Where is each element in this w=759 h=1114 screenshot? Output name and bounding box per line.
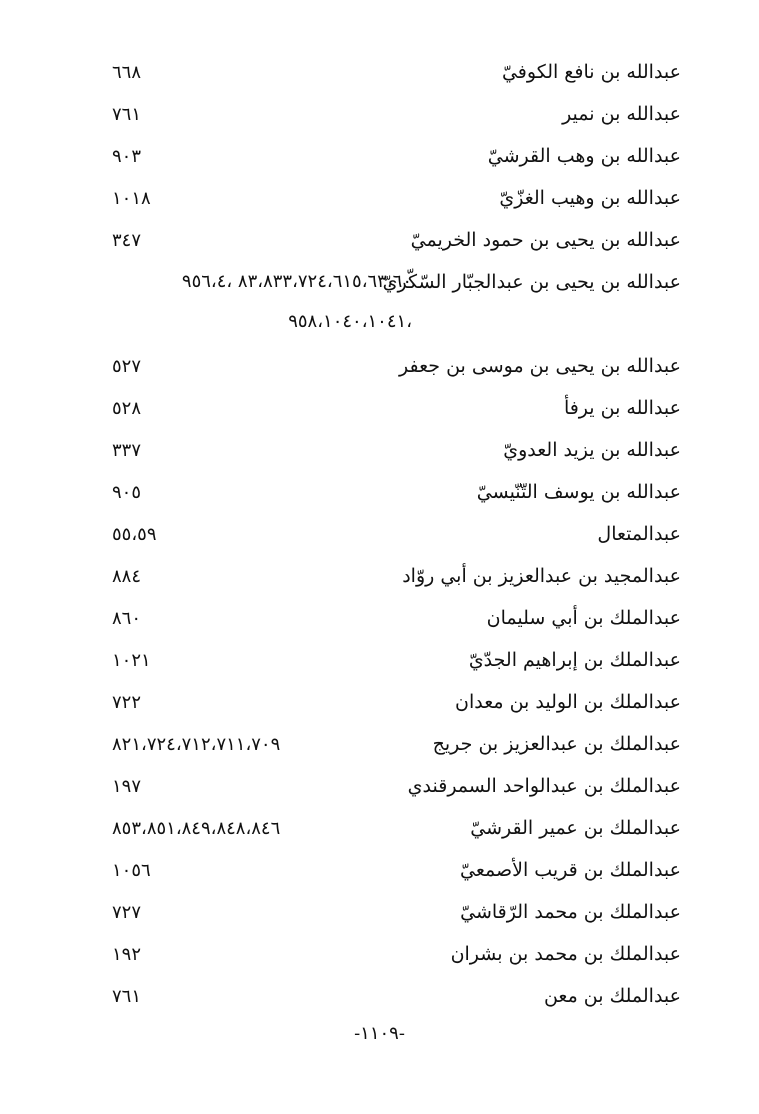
entry-name: عبدالله بن وهب القرشيّ	[487, 145, 681, 167]
index-entry	[112, 52, 681, 94]
index-entry	[112, 808, 681, 850]
index-entries	[112, 52, 681, 1018]
entry-pages: ٥٢٧	[112, 356, 142, 377]
index-entry	[112, 934, 681, 976]
index-entry	[112, 430, 681, 472]
entry-pages: ٨٣،٨٣٣،٧٢٤،٦١٥،٦٣،٦٠ ،٩٥٦،٤ ،٩٥٨،١٠٤٠،١٠٤١	[181, 271, 412, 332]
entry-name: عبدالله بن يحيى بن عبدالجبّار السّكّريّ	[382, 271, 681, 293]
index-entry	[112, 640, 681, 682]
entry-pages: ٣٤٧	[112, 230, 142, 251]
entry-name: عبدالملك بن الوليد بن معدان	[455, 691, 681, 713]
entry-pages: ١٠١٨	[112, 188, 151, 209]
entry-pages: ٧٦١	[112, 986, 142, 1007]
index-entry	[112, 514, 681, 556]
entry-name: عبدالله بن يزيد العدويّ	[503, 439, 681, 461]
index-entry	[112, 850, 681, 892]
entry-name: عبدالملك بن عبدالواحد السمرقندي	[407, 775, 681, 797]
entry-pages: ٦٦٨	[112, 62, 142, 83]
entry-pages: ٩٠٥	[112, 482, 142, 503]
entry-pages: ١٠٢١	[112, 650, 151, 671]
index-entry	[112, 346, 681, 388]
entry-pages: ٨٦٠	[112, 608, 142, 629]
entry-name: عبدالله بن وهيب الغزّيّ	[499, 187, 681, 209]
entry-name: عبدالملك بن محمد الرّقاشيّ	[460, 901, 681, 923]
entry-pages: ١٩٢	[112, 944, 142, 965]
entry-pages: ٨٥٣،٨٥١،٨٤٩،٨٤٨،٨٤٦	[112, 818, 281, 839]
entry-name: عبدالملك بن معن	[543, 985, 681, 1007]
entry-name: عبدالملك بن محمد بن بشران	[450, 943, 681, 965]
entry-pages: ٧٢٧	[112, 902, 142, 923]
entry-name: عبدالملك بن إبراهيم الجدّيّ	[468, 649, 681, 671]
entry-pages: ٧٢٢	[112, 692, 142, 713]
entry-pages: ١٩٧	[112, 776, 142, 797]
entry-pages: ٥٢٨	[112, 398, 142, 419]
index-entry	[112, 724, 681, 766]
index-entry	[112, 598, 681, 640]
index-entry	[112, 136, 681, 178]
entry-pages: ٧٦١	[112, 104, 142, 125]
entry-name: عبدالله بن يوسف التّنّيسيّ	[476, 481, 681, 503]
entry-name: عبدالمجيد بن عبدالعزيز بن أبي روّاد	[402, 565, 681, 587]
index-entry	[112, 388, 681, 430]
entry-name: عبدالله بن نمير	[562, 103, 681, 125]
entry-name: عبدالمتعال	[597, 523, 681, 545]
entry-name: عبدالله بن يحيى بن موسى بن جعفر	[399, 355, 681, 377]
index-entry	[112, 262, 681, 346]
index-entry	[112, 94, 681, 136]
index-entry	[112, 976, 681, 1018]
index-entry	[112, 682, 681, 724]
entry-pages: ١٠٥٦	[112, 860, 151, 881]
entry-name: عبدالملك بن عبدالعزيز بن جريج	[432, 733, 681, 755]
entry-pages: ٥٥،٥٩	[112, 524, 157, 545]
index-entry	[112, 556, 681, 598]
entry-name: عبدالله بن نافع الكوفيّ	[501, 61, 681, 83]
index-entry	[112, 472, 681, 514]
index-entry	[112, 178, 681, 220]
entry-pages: ٨٨٤	[112, 566, 142, 587]
index-entry	[112, 892, 681, 934]
entry-pages: ٨٢١،٧٢٤،٧١٢،٧١١،٧٠٩	[112, 734, 281, 755]
index-entry	[112, 766, 681, 808]
entry-name: عبدالملك بن عمير القرشيّ	[470, 817, 681, 839]
entry-name: عبدالملك بن أبي سليمان	[486, 607, 681, 629]
entry-name: عبدالملك بن قريب الأصمعيّ	[459, 859, 681, 881]
entry-pages: ٣٣٧	[112, 440, 142, 461]
page-number: -١١٠٩-	[354, 1023, 405, 1044]
entry-name: عبدالله بن يحيى بن حمود الخريميّ	[410, 229, 681, 251]
entry-name: عبدالله بن يرفأ	[563, 397, 681, 419]
index-entry	[112, 220, 681, 262]
entry-pages: ٩٠٣	[112, 146, 142, 167]
